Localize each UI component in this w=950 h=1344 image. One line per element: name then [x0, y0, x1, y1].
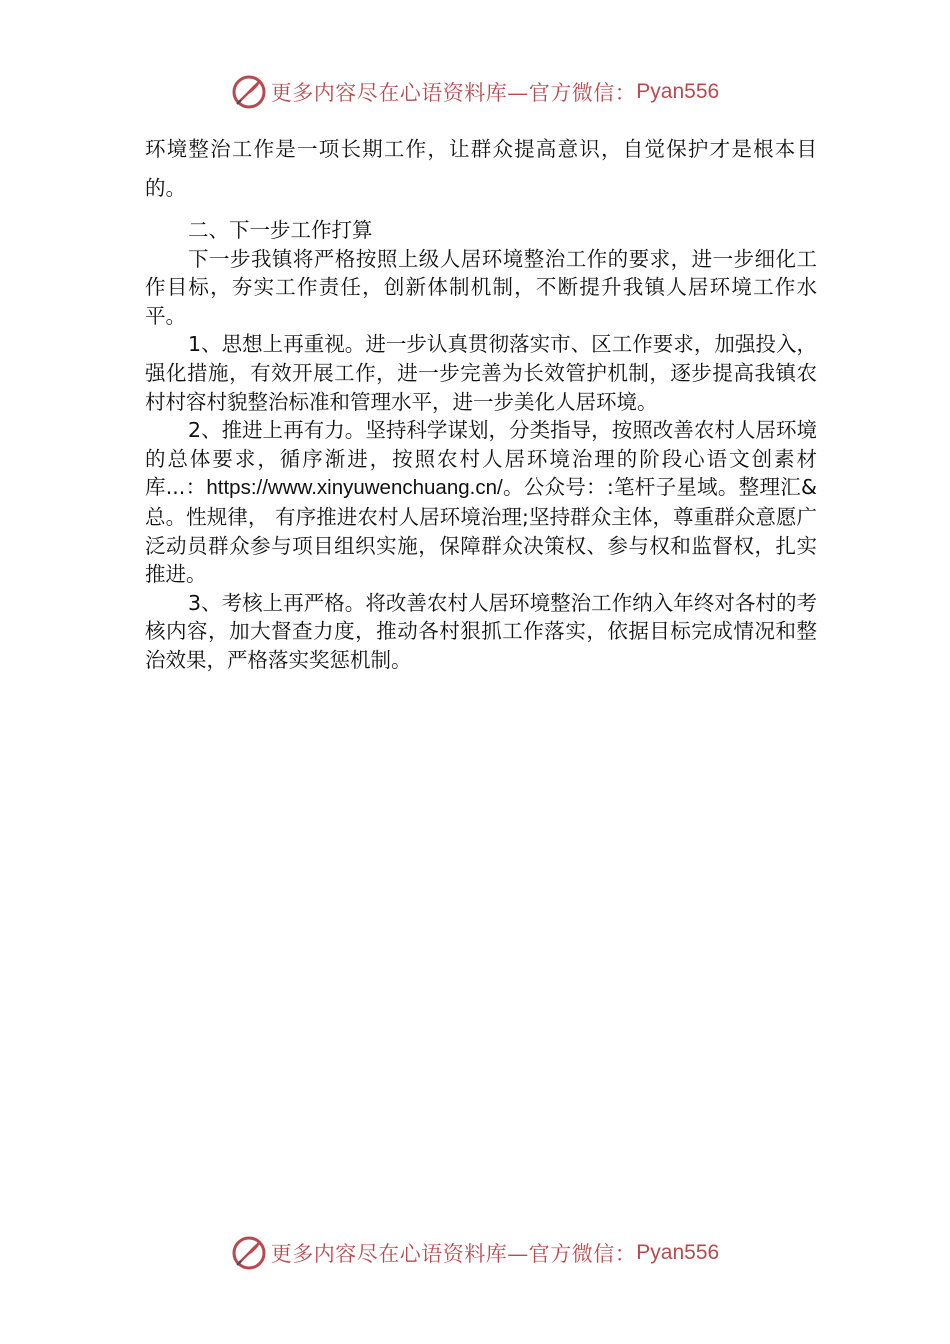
banner-text: 更多内容尽在心语资料库—官方微信：	[270, 81, 637, 105]
footer-banner	[0, 1233, 950, 1273]
feather-logo-icon	[231, 1235, 267, 1271]
intro-paragraph: 下一步我镇将严格按照上级人居环境整治工作的要求，进一步细化工作目标，夯实工作责任，创新体制机制，不断提升我镇人居环境工作水平。	[145, 246, 817, 328]
section-heading: 二、下一步工作打算	[188, 218, 373, 242]
item-2-text-b: 。公众号：:笔杆子星域。整理汇&总。性规律， 有序推进农村人居环境治理;坚持群众主体，尊重群众意愿广泛动员群众参与项目组织实施，保障群众决策权、参与权和监督权，扎实推进。	[145, 475, 817, 587]
website-url: https://www.xinyuwenchuang.cn/	[206, 476, 503, 500]
paragraph-continued: 环境整治工作是一项长期工作，让群众提高意识，自觉保护才是根本目的。	[145, 137, 817, 200]
document-body	[145, 130, 817, 675]
header-banner	[0, 72, 950, 112]
feather-logo-icon	[231, 74, 267, 110]
item-2-paragraph	[145, 416, 817, 589]
item-3-paragraph: 3、考核上再严格。将改善农村人居环境整治工作纳入年终对各村的考核内容，加大督查力度，推动各村狠抓工作落实，依据目标完成情况和整治效果，严格落实奖惩机制。	[145, 590, 817, 672]
item-1-paragraph: 1、思想上再重视。进一步认真贯彻落实市、区工作要求，加强投入，强化措施，有效开展工作，进一步完善为长效管护机制，逐步提高我镇农村村容村貌整治标准和管理水平，进一步美化人居环境。	[145, 332, 817, 414]
item-2-text-a: 2、推进上再有力。坚持科学谋划，分类指导，按照改善农村人居环境的总体要求，循序渐进，按照农村人居环境治理的阶段心语文创素材库...：	[145, 418, 817, 500]
wechat-id: Pyan556	[636, 80, 720, 103]
banner-text: 更多内容尽在心语资料库—官方微信：	[270, 1242, 637, 1266]
wechat-id: Pyan556	[636, 1241, 720, 1264]
